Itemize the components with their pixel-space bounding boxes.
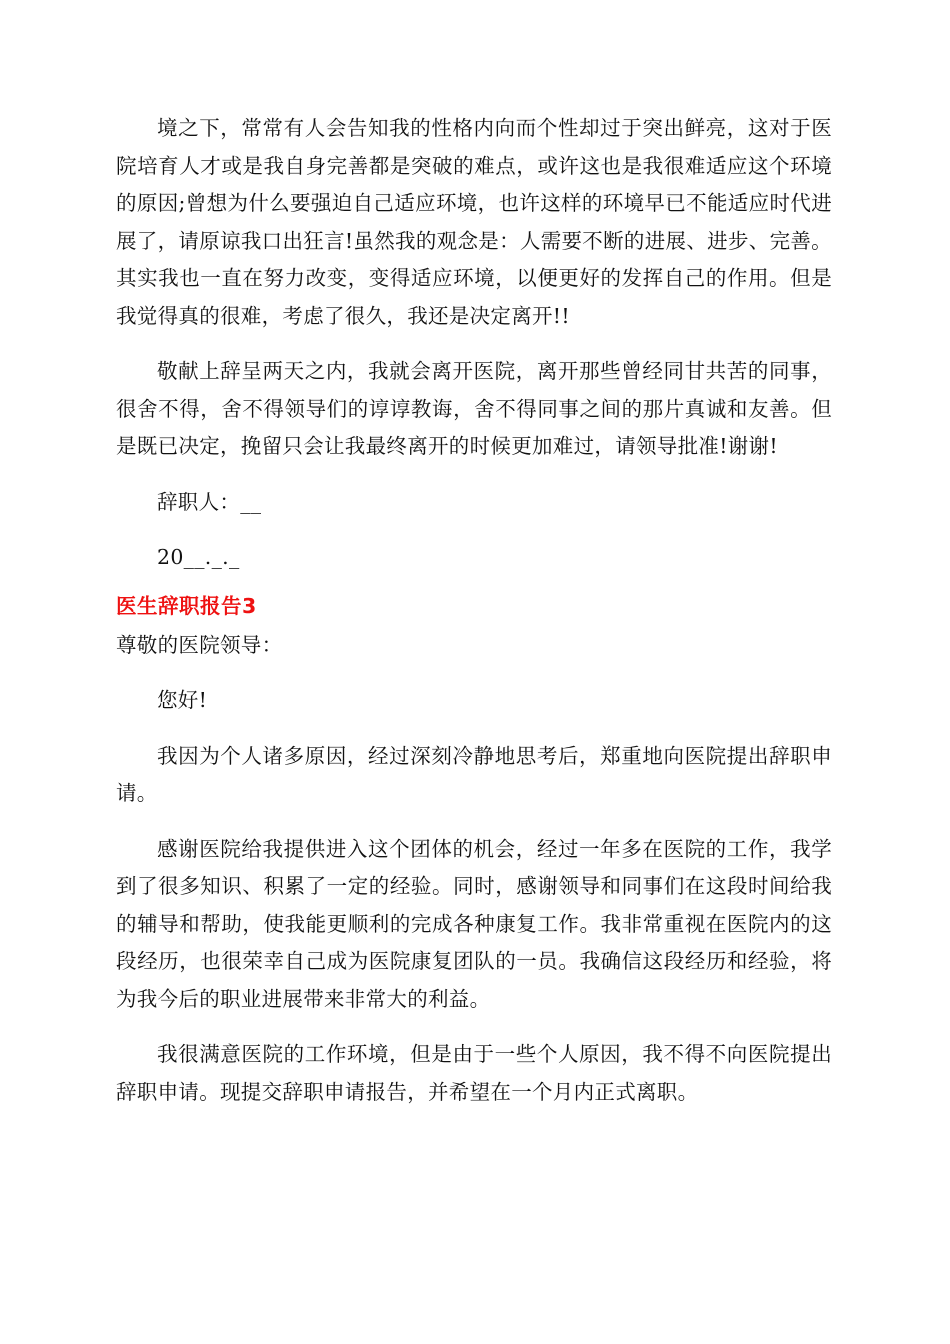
salutation: 尊敬的医院领导： <box>116 632 283 657</box>
section-title: 医生辞职报告3 <box>116 593 257 618</box>
signer-line: 辞职人：__ <box>157 489 262 514</box>
document-page <box>116 110 832 1111</box>
paragraph-reason: 我因为个人诸多原因，经过深刻冷静地思考后，郑重地向医院提出辞职申请。 <box>116 743 832 805</box>
paragraph-gratitude: 感谢医院给我提供进入这个团体的机会，经过一年多在医院的工作，我学到了很多知识、积累了一定的经验。同时，感谢领导和同事们在这段时间给我的辅导和帮助，使我能更顺利的完成各种康复工作。我非常重视在医院内的这段经历，也很荣幸自己成为医院康复团队的一员。我确信这段经历和经验，将为我今后的职业进展带来非常大的利益。 <box>116 836 832 1011</box>
paragraph-resignation-notice: 敬献上辞呈两天之内，我就会离开医院，离开那些曾经同甘共苦的同事，很舍不得，舍不得领导们的谆谆教诲，舍不得同事之间的那片真诚和友善。但是既已决定，挽留只会让我最终离开的时候更加难过，请领导批准!谢谢! <box>116 359 832 458</box>
paragraph-request: 我很满意医院的工作环境，但是由于一些个人原因，我不得不向医院提出辞职申请。现提交辞职申请报告，并希望在一个月内正式离职。 <box>116 1042 832 1104</box>
date-line: 20__._._ <box>157 545 240 569</box>
paragraph-continuation: 境之下，常常有人会告知我的性格内向而个性却过于突出鲜亮，这对于医院培育人才或是我自身完善都是突破的难点，或许这也是我很难适应这个环境的原因;曾想为什么要强迫自己适应环境，也许这样的环境早已不能适应时代进展了，请原谅我口出狂言!虽然我的观念是：人需要不断的进展、进步、完善。其实我也一直在努力改变，变得适应环境，以便更好的发挥自己的作用。但是我觉得真的很难，考虑了很久，我还是决定离开!! <box>116 116 832 328</box>
greeting: 您好! <box>157 688 208 712</box>
